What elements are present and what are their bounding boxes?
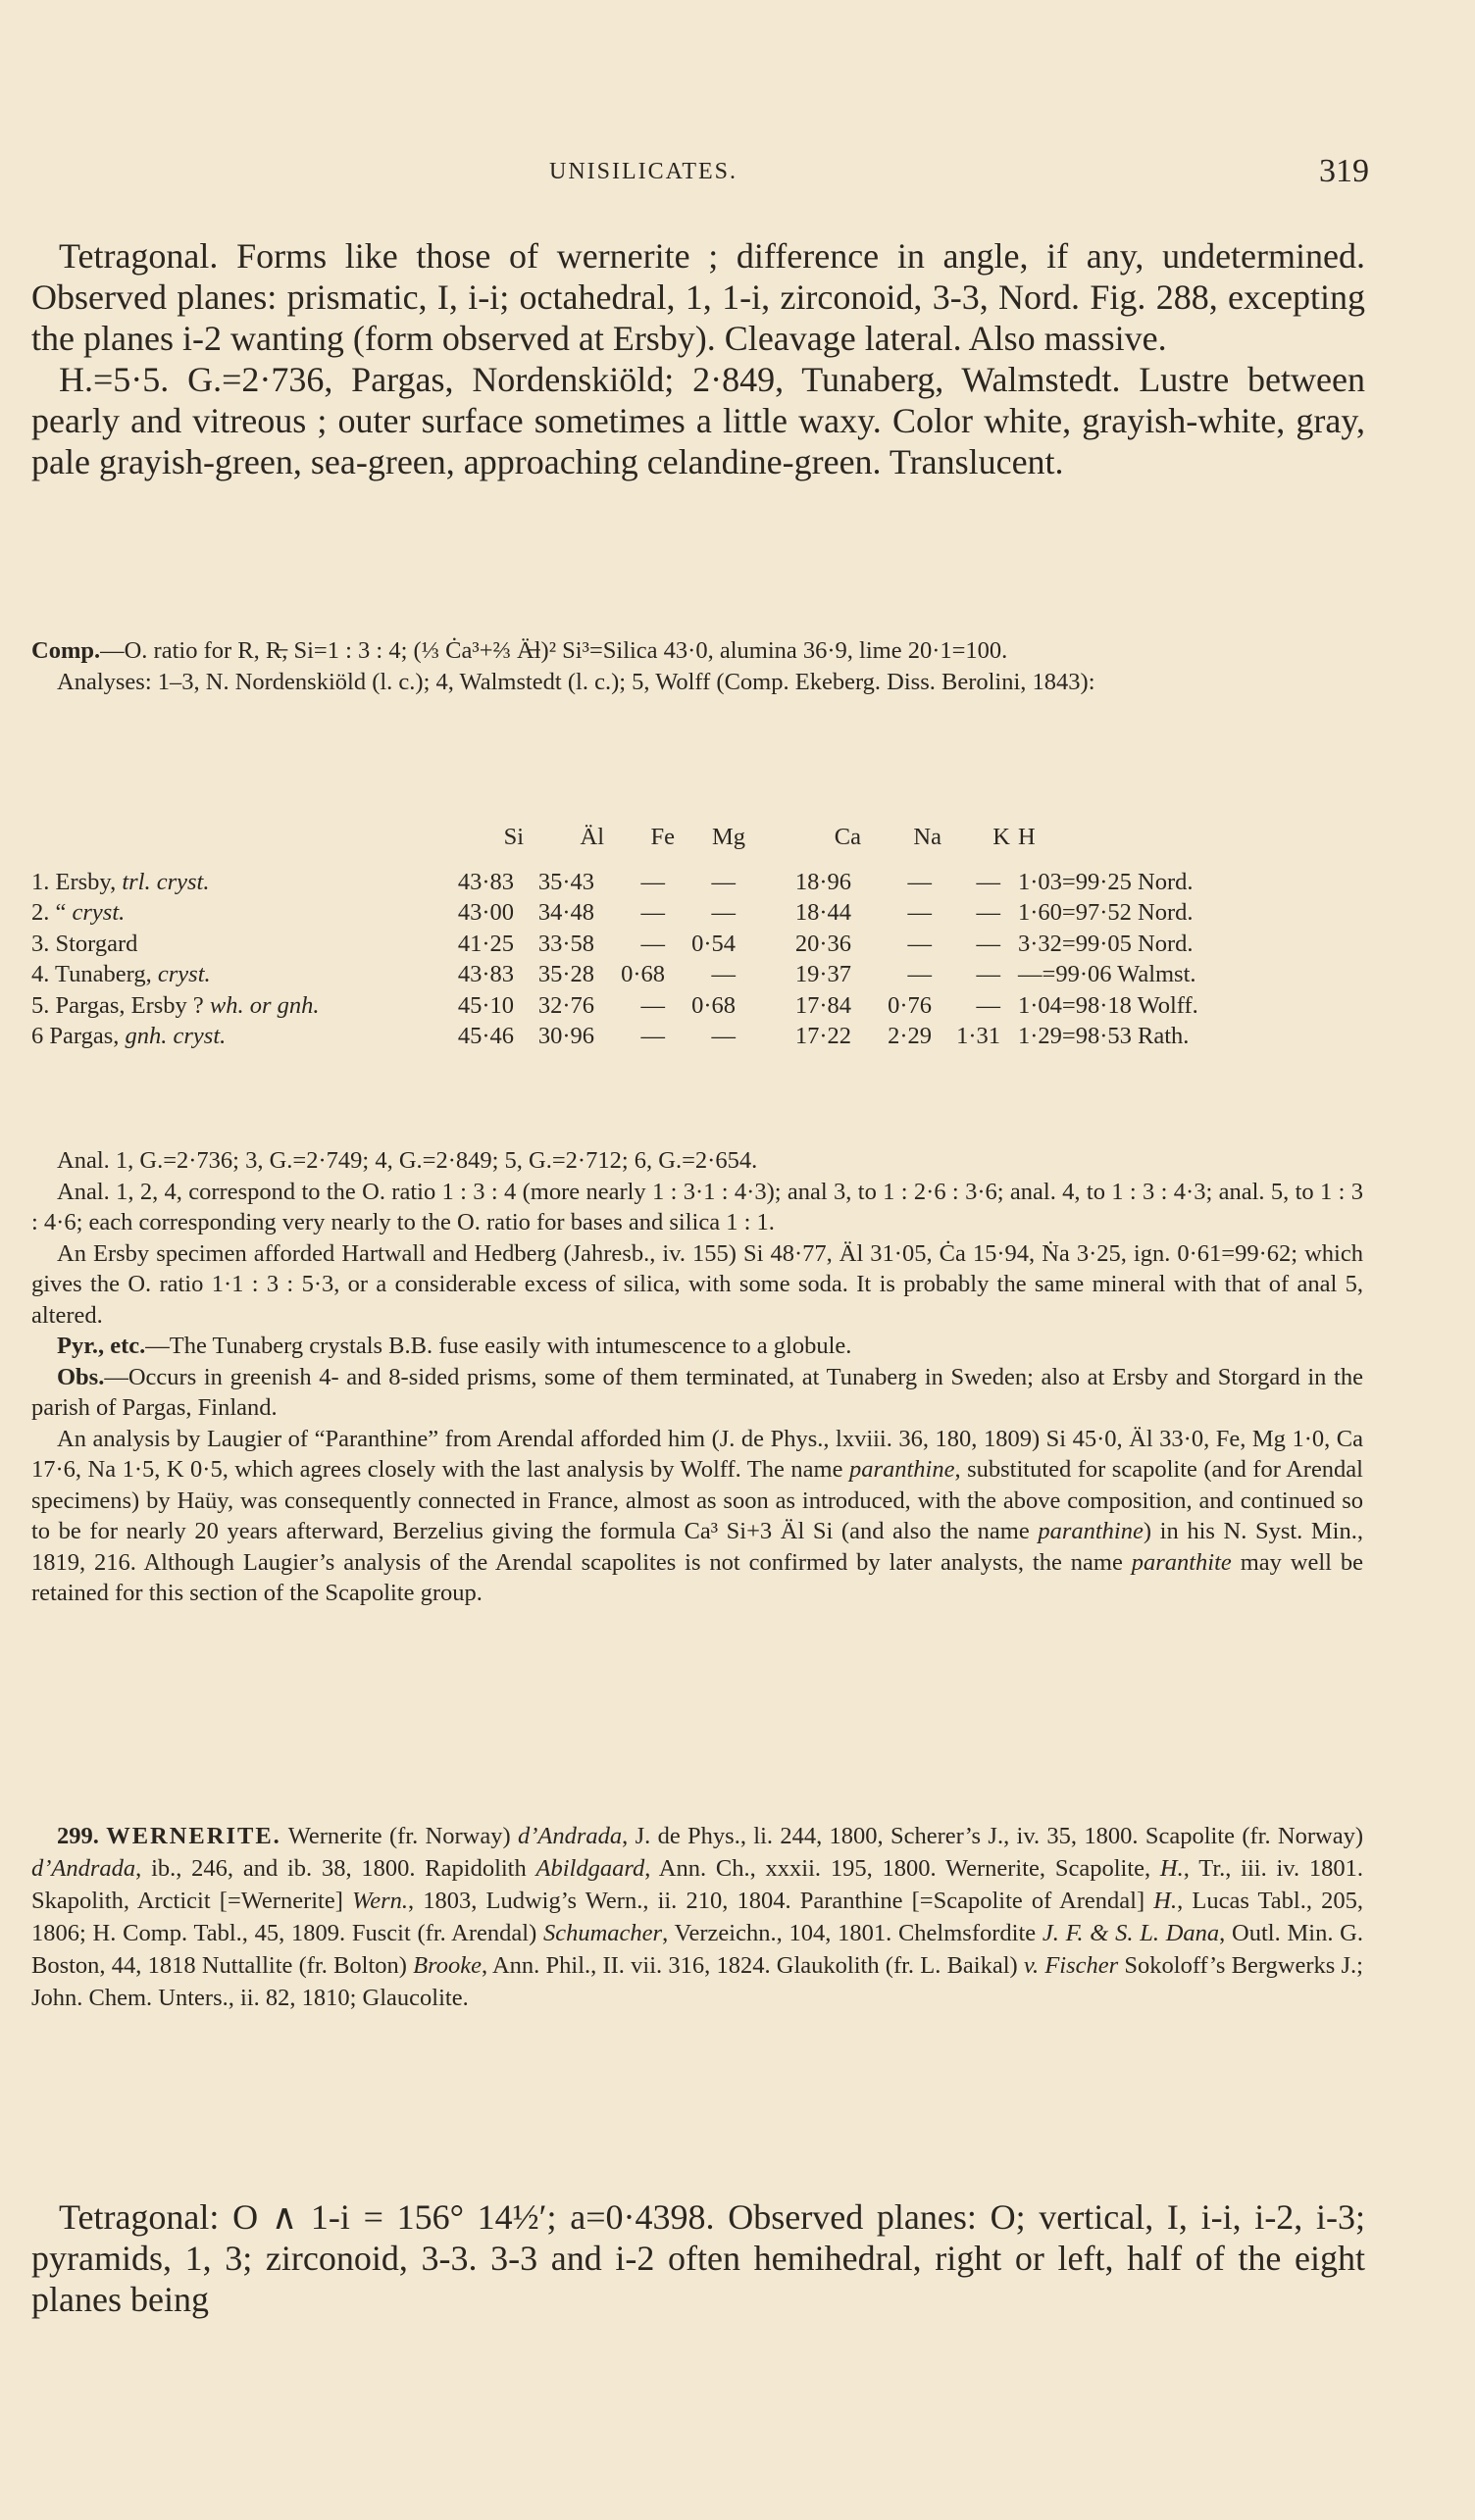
cell-si: 43·83: [457, 961, 514, 988]
wernerite-crystal-description: [31, 2196, 1365, 2320]
crystal-paragraph: Tetragonal: O ∧ 1-i = 156° 14½′; a=0·4398. Observed planes: O; vertical, I, i-i, i-2, i-3; pyramids, 1, 3; zirconoid, 3-3. 3-3 and i-2 often hemihedral, right or left, half of the eight planes being: [31, 2197, 1365, 2319]
cell-na: 0·76: [888, 991, 932, 1019]
note-laugier: An analysis by Laugier of “Paranthine” from Arendal afforded him (J. de Phys., lxviii. 36, 180, 1809) Si 45·0, Äl 33·0, Fe, Mg 1·0, Ca 17·6, Na 1·5, K 0·5, which agrees closely with the last analysis by Wolff. The name paranthine, substituted for scapolite (and for Arendal specimens) by Haüy, was consequently connected in France, almost as soon as introduced, with the above composition, and continued so to be for nearly 20 years afterward, Berzelius giving the formula Ca³ Si+3 Äl Si (and also the name paranthine) in his N. Syst. Min., 1819, 216. Although Laugier’s analysis of the Arendal scapolites is not confirmed by later analysts, the name paranthite may well be retained for this section of the Scapolite group.: [31, 1425, 1363, 1606]
cell-na: —: [907, 899, 932, 927]
table-row: [31, 867, 1385, 898]
header-na: Na: [913, 824, 941, 850]
cell-k: —: [976, 899, 1000, 927]
analyses-intro: Analyses: 1–3, N. Nordenskiöld (l. c.); 4, Walmstedt (l. c.); 5, Wolff (Comp. Ekeberg. Diss. Berolini, 1843):: [57, 668, 1095, 695]
cell-al: 35·43: [537, 868, 594, 895]
note-gravity: Anal. 1, G.=2·736; 3, G.=2·749; 4, G.=2·849; 5, G.=2·712; 6, G.=2·654.: [57, 1147, 758, 1174]
header-al: Äl: [580, 824, 604, 850]
cell-fe: —: [640, 930, 665, 957]
cell-mg: 0·54: [691, 930, 736, 957]
cell-ca: 18·96: [794, 868, 851, 895]
header-fe: Fe: [650, 824, 675, 850]
cell-na: 2·29: [888, 1023, 932, 1050]
table-header-row: [31, 824, 1385, 867]
cell-fe: —: [640, 991, 665, 1019]
cell-na: —: [907, 961, 932, 988]
cell-locality: 3. Storgard: [31, 930, 138, 957]
obs-text: —Occurs in greenish 4- and 8-sided prisms, some of them terminated, at Tunaberg in Sweden; also at Ersby and Storgard in the parish of Pargas, Finland.: [31, 1363, 1363, 1421]
table-row: [31, 960, 1385, 991]
table-row: [31, 929, 1385, 960]
comp-label: Comp.: [31, 637, 101, 664]
note-pyrognostics: [31, 1331, 1363, 1362]
cell-locality: 5. Pargas, Ersby ? wh. or gnh.: [31, 991, 320, 1019]
cell-na: —: [907, 930, 932, 957]
pyr-label: Pyr., etc.: [57, 1333, 146, 1359]
cell-mg: —: [711, 1023, 736, 1050]
cell-al: 32·76: [537, 991, 594, 1019]
cell-total: 1·29=98·53 Rath.: [1018, 1023, 1190, 1050]
header-ca: Ca: [834, 824, 861, 850]
cell-mg: —: [711, 899, 736, 927]
running-title: UNISILICATES.: [549, 159, 738, 184]
note-observations: [31, 1362, 1363, 1424]
cell-ca: 17·84: [794, 991, 851, 1019]
cell-locality: 6 Pargas, gnh. cryst.: [31, 1023, 227, 1050]
header-mg: Mg: [711, 824, 745, 850]
cell-fe: —: [640, 1023, 665, 1050]
header-k: K: [992, 824, 1010, 850]
cell-al: 33·58: [537, 930, 594, 957]
cell-ca: 17·22: [794, 1023, 851, 1050]
cell-al: 34·48: [537, 899, 594, 927]
cell-total: —=99·06 Walmst.: [1018, 961, 1196, 988]
mineral-description: [31, 235, 1365, 482]
cell-total: 3·32=99·05 Nord.: [1018, 930, 1194, 957]
cell-fe: 0·68: [621, 961, 665, 988]
cell-si: 43·83: [457, 868, 514, 895]
species-number: 299.: [57, 1823, 99, 1849]
pyr-text: —The Tunaberg crystals B.B. fuse easily with intumescence to a globule.: [145, 1333, 852, 1359]
header-si: Si: [503, 824, 524, 850]
header-h: H: [1018, 824, 1036, 850]
description-paragraph-1: Tetragonal. Forms like those of wernerite ; difference in angle, if any, undetermined. Observed planes: prismatic, I, i-i; octahedral, 1, 1-i, zirconoid, 3-3, Nord. Fig. 288, excepting the planes i-2 wanting (form observed at Ersby). Cleavage lateral. Also massive.: [31, 236, 1365, 358]
cell-fe: —: [640, 868, 665, 895]
cell-k: —: [976, 868, 1000, 895]
note-ersby: An Ersby specimen afforded Hartwall and Hedberg (Jahresb., iv. 155) Si 48·77, Äl 31·05, Ċa 15·94, Ṅa 3·25, ign. 0·61=99·62; which gives the O. ratio 1·1 : 3 : 5·3, or a considerable excess of silica, with some soda. It is probably the same mineral with that of anal 5, altered.: [31, 1239, 1363, 1329]
cell-k: —: [976, 930, 1000, 957]
cell-locality: 4. Tunaberg, cryst.: [31, 961, 211, 988]
cell-na: —: [907, 868, 932, 895]
wernerite-section: [31, 1820, 1363, 2014]
note-ratio: Anal. 1, 2, 4, correspond to the O. ratio 1 : 3 : 4 (more nearly 1 : 3·1 : 4·3); anal 3, to 1 : 2·6 : 3·6; anal. 4, to 1 : 3 : 4·3; anal. 5, to 1 : 3 : 4·6; each corresponding very nearly to the O. ratio for bases and silica 1 : 1.: [31, 1178, 1363, 1235]
analyses-table: [31, 824, 1385, 1052]
cell-al: 35·28: [537, 961, 594, 988]
cell-total: 1·03=99·25 Nord.: [1018, 868, 1194, 895]
cell-k: 1·31: [956, 1023, 1000, 1050]
table-row: [31, 898, 1385, 930]
cell-mg: 0·68: [691, 991, 736, 1019]
species-name: WERNERITE.: [106, 1823, 281, 1849]
cell-ca: 19·37: [794, 961, 851, 988]
cell-si: 45·10: [457, 991, 514, 1019]
cell-mg: —: [711, 961, 736, 988]
table-row: [31, 990, 1385, 1022]
cell-mg: —: [711, 868, 736, 895]
page-header: [0, 155, 1475, 198]
wernerite-synonymy: 299. WERNERITE. Wernerite (fr. Norway) d’Andrada, J. de Phys., li. 244, 1800, Scherer’s J., iv. 35, 1800. Scapolite (fr. Norway) d’Andrada, ib., 246, and ib. 38, 1800. Rapidolith Abildgaard, Ann. Ch., xxxii. 195, 1800. Wernerite, Scapolite, H., Tr., iii. iv. 1801. Skapolith, Arcticit [=Wernerite] Wern., 1803, Ludwig’s Wern., ii. 210, 1804. Paranthine [=Scapolite of Arendal] H., Lucas Tabl., 205, 1806; H. Comp. Tabl., 45, 1809. Fuscit (fr. Arendal) Schumacher, Verzeichn., 104, 1801. Chelmsfordite J. F. & S. L. Dana, Outl. Min. G. Boston, 44, 1818 Nuttallite (fr. Bolton) Brooke, Ann. Phil., II. vii. 316, 1824. Glaukolith (fr. L. Baikal) v. Fischer Sokoloff’s Bergwerks J.; John. Chem. Unters., ii. 82, 1810; Glaucolite.: [31, 1823, 1364, 2011]
composition-section: [31, 635, 1363, 697]
cell-fe: —: [640, 899, 665, 927]
page-number: 319: [1319, 153, 1369, 189]
cell-ca: 18·44: [794, 899, 851, 927]
cell-k: —: [976, 961, 1000, 988]
cell-al: 30·96: [537, 1023, 594, 1050]
cell-locality: 2. “ cryst.: [31, 899, 126, 927]
composition-paragraph: [31, 635, 1363, 667]
header-locality: [31, 824, 443, 867]
description-paragraph-2: H.=5·5. G.=2·736, Pargas, Nordenskiöld; 2·849, Tunaberg, Walmstedt. Lustre between pearly and vitreous ; outer surface sometimes a little waxy. Color white, grayish-white, gray, pale grayish-green, sea-green, approaching celandine-green. Translucent.: [31, 360, 1365, 481]
cell-total: 1·04=98·18 Wolff.: [1018, 991, 1198, 1019]
cell-locality: 1. Ersby, trl. cryst.: [31, 868, 210, 895]
cell-si: 43·00: [457, 899, 514, 927]
cell-si: 41·25: [457, 930, 514, 957]
obs-label: Obs.: [57, 1363, 105, 1390]
cell-ca: 20·36: [794, 930, 851, 957]
cell-k: —: [976, 991, 1000, 1019]
comp-text: —O. ratio for R, R̶, Si=1 : 3 : 4; (⅓ Ċa³+⅔ Ä̶l)² Si³=Silica 43·0, alumina 36·9, lime 20·1=100.: [100, 637, 1008, 664]
table-row: [31, 1022, 1385, 1053]
notes-section: [31, 1145, 1363, 1609]
cell-total: 1·60=97·52 Nord.: [1018, 899, 1194, 927]
cell-si: 45·46: [457, 1023, 514, 1050]
